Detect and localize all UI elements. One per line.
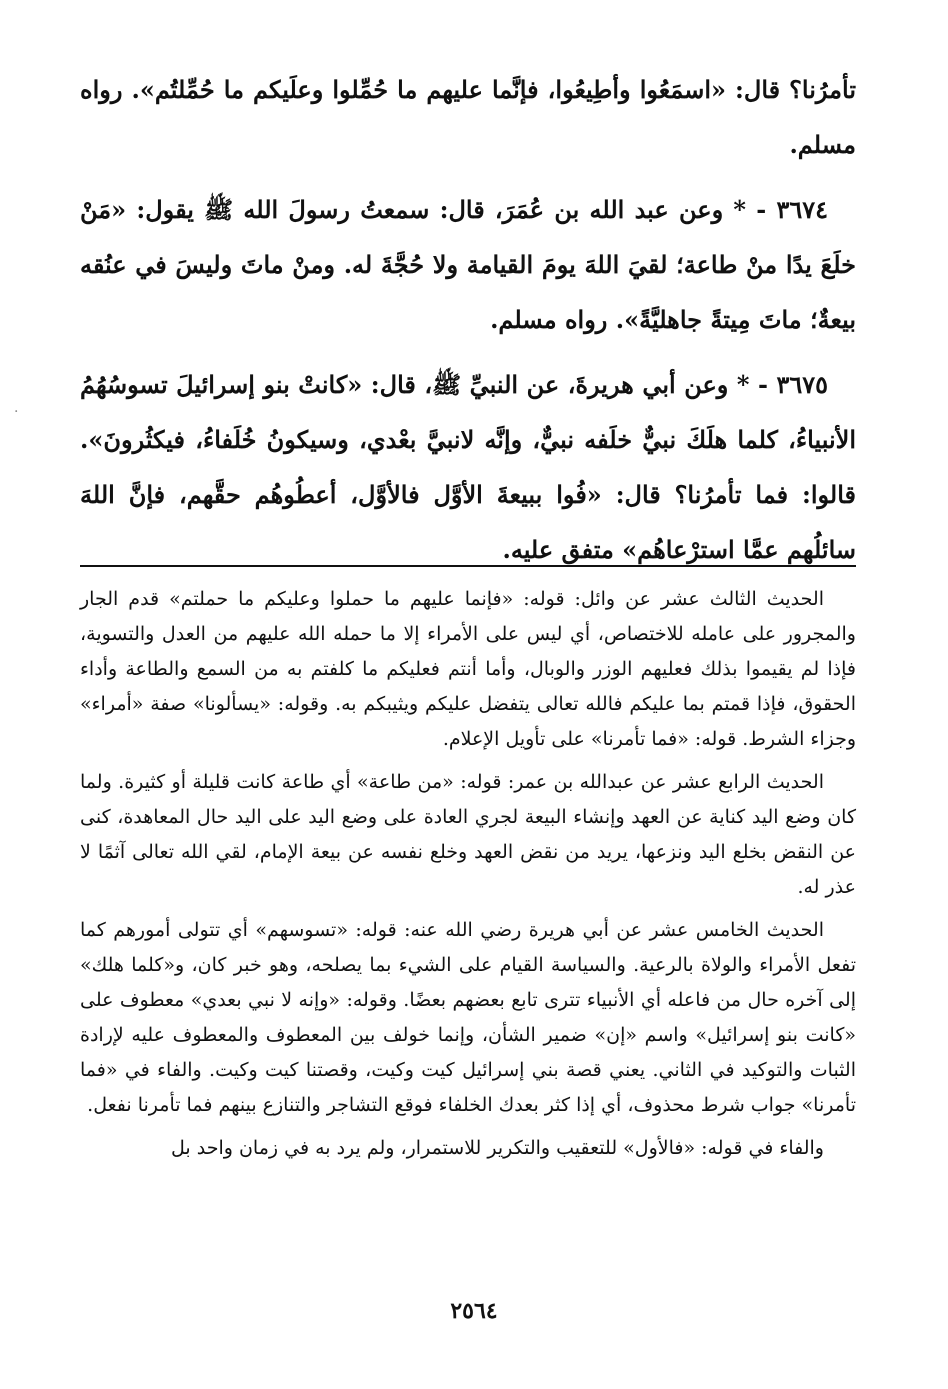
margin-mark: ·: [14, 404, 19, 420]
commentary-section: [80, 582, 856, 1174]
hadith-3675-paragraph: ٣٦٧٥ - * وعن أبي هريرةَ، عن النبيِّ ﷺ، قال: «كانتْ بنو إسرائيلَ تسوسُهُمُ الأنبياءُ، كلما هلَكَ نبيٌّ خلَفه نبيٌّ، وإنَّه لانبيَّ بعْدي، وسيكونُ خُلَفاءُ، فيكثُرونَ». قالوا: فما تأمرُنا؟ قال: «فُوا ببيعةَ الأوَّل فالأوَّل، أعطُوهُم حقَّهم، فإنَّ اللهَ سائلُهم عمَّا استرْعاهُم» متفق عليه.: [80, 370, 857, 564]
commentary-paragraph-15: الحديث الخامس عشر عن أبي هريرة رضي الله عنه: قوله: «تسوسهم» أي تتولى أمورهم كما تفعل الأمراء والولاة بالرعية. والسياسة القيام على الشيء بما يصلحه، وهو خبر كان، و«كلما هلك» إلى آخره حال من فاعله أي الأنبياء تترى تابع بعضهم بعضًا. وقوله: «وإنه لا نبي بعدي» معطوف على «كانت بنو إسرائيل» واسم «إن» ضمير الشأن، وإنما خولف بين المعطوف والمعطوف عليه لإرادة الثبات والتوكيد في الثاني. يعني قصة بني إسرائيل كيت وكيت، وقصتنا كيت وكيت. والفاء في «فما تأمرنا» جواب شرط محذوف، أي إذا كثر بعدك الخلفاء فوقع التشاجر والتنازع بينهم فما تأمرنا نفعل.: [80, 919, 856, 1116]
commentary-paragraph-14: الحديث الرابع عشر عن عبدالله بن عمر: قوله: «من طاعة» أي طاعة كانت قليلة أو كثيرة. ولما كان وضع اليد كناية عن العهد وإنشاء البيعة لجري العادة على وضع اليد على اليد حال المعاهدة، كنى عن النقض بخلع اليد ونزعها، يريد من نقض العهد وخلع نفسه عن بيعة الإمام، لقي الله تعالى آثمًا لا عذر له.: [80, 771, 856, 898]
commentary-paragraph-continued: والفاء في قوله: «فالأول» للتعقيب والتكرير للاستمرار، ولم يرد به في زمان واحد بل: [171, 1137, 824, 1159]
commentary-paragraph-13: الحديث الثالث عشر عن وائل: قوله: «فإنما عليهم ما حملوا وعليكم ما حملتم» قدم الجار والمجرور على عامله للاختصاص، أي ليس على الأمراء إلا ما حمله الله عليهم من العدل والتسوية، فإذا لم يقيموا بذلك فعليهم الوزر والوبال، وأما أنتم فعليكم ما كلفتم به من السمع والطاعة وأداء الحقوق، فإذا قمتم بما عليكم فالله تعالى يتفضل عليكم ويثيبكم به. وقوله: «يسألونا» صفة «أمراء» وجزاء الشرط. قوله: «فما تأمرنا» على تأويل الإعلام.: [80, 588, 856, 750]
hadith-text-section: [80, 62, 856, 587]
page-number: ٢٥٦٤: [450, 1298, 498, 1324]
footnote-divider: [80, 565, 856, 567]
hadith-continuation-paragraph: تأمرُنا؟ قال: «اسمَعُوا وأطِيعُوا، فإنَّما عليهم ما حُمِّلوا وعلَيكم ما حُمِّلتُم». رواه مسلم.: [80, 75, 857, 159]
hadith-3674-paragraph: ٣٦٧٤ - * وعن عبد الله بن عُمَرَ، قال: سمعتُ رسولَ الله ﷺ يقول: «مَنْ خلَعَ يدًا منْ طاعة؛ لقيَ اللهَ يومَ القيامة ولا حُجَّةَ له. ومنْ ماتَ وليسَ في عنُقه بيعةٌ؛ ماتَ مِيتةً جاهليَّةً». رواه مسلم.: [80, 195, 856, 334]
